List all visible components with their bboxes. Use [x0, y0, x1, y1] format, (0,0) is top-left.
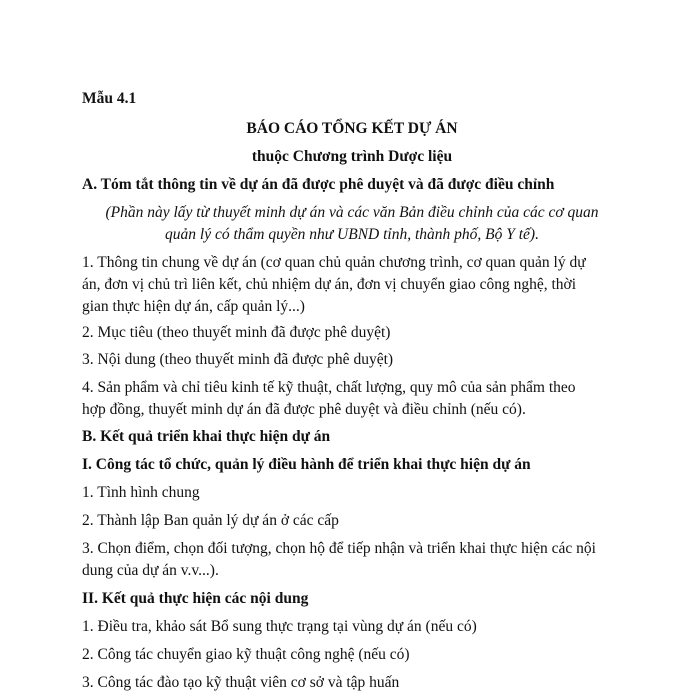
- section-b-part-i-item-2: 2. Thành lập Ban quản lý dự án ở các cấp: [82, 512, 339, 529]
- section-a-item-4-line-1: 4. Sản phẩm và chỉ tiêu kinh tế kỹ thuật, chất lượng, quy mô của sản phẩm theo: [82, 379, 576, 396]
- section-b-part-ii-item-3: 3. Công tác đào tạo kỹ thuật viên cơ sở và tập huấn: [82, 674, 400, 691]
- section-a-note-line-2: quản lý có thẩm quyền như UBND tỉnh, thành phố, Bộ Y tế).: [165, 226, 539, 243]
- section-b-part-ii-item-2: 2. Công tác chuyển giao kỹ thuật công nghệ (nếu có): [82, 646, 410, 663]
- document-title: BÁO CÁO TỔNG KẾT DỰ ÁN: [246, 120, 458, 137]
- section-a-note-line-1: (Phần này lấy từ thuyết minh dự án và các văn Bản điều chỉnh của các cơ quan: [105, 204, 599, 221]
- section-a-item-1-line-2: án, đơn vị chủ trì liên kết, chủ nhiệm dự án, đơn vị chuyển giao công nghệ, thời: [82, 276, 577, 293]
- document-subtitle: thuộc Chương trình Dược liệu: [251, 148, 453, 165]
- section-b-part-i-item-3-line-2: dung của dự án v.v...).: [82, 562, 219, 579]
- section-a-item-4-line-2: hợp đồng, thuyết minh dự án đã được phê duyệt và điều chỉnh (nếu có).: [82, 401, 526, 418]
- section-a-heading: A. Tóm tắt thông tin về dự án đã được phê duyệt và đã được điều chỉnh: [82, 176, 555, 193]
- section-a-item-3: 3. Nội dung (theo thuyết minh đã được phê duyệt): [82, 351, 394, 368]
- section-b-part-ii-heading: II. Kết quả thực hiện các nội dung: [82, 590, 309, 607]
- section-b-part-i-item-1: 1. Tình hình chung: [82, 484, 200, 501]
- section-a-item-1-line-1: 1. Thông tin chung về dự án (cơ quan chủ quản chương trình, cơ quan quản lý dự: [82, 254, 586, 271]
- section-b-heading: B. Kết quả triển khai thực hiện dự án: [82, 428, 331, 445]
- section-a-item-2: 2. Mục tiêu (theo thuyết minh đã được phê duyệt): [82, 324, 391, 341]
- section-b-part-i-heading: I. Công tác tổ chức, quản lý điều hành để triển khai thực hiện dự án: [82, 456, 531, 473]
- form-label: Mẫu 4.1: [82, 90, 137, 107]
- section-b-part-ii-item-1: 1. Điều tra, khảo sát Bổ sung thực trạng tại vùng dự án (nếu có): [82, 618, 477, 635]
- section-a-item-1-line-3: gian thực hiện dự án, cấp quản lý...): [82, 298, 305, 315]
- section-b-part-i-item-3-line-1: 3. Chọn điểm, chọn đối tượng, chọn hộ để tiếp nhận và triển khai thực hiện các nội: [82, 540, 596, 557]
